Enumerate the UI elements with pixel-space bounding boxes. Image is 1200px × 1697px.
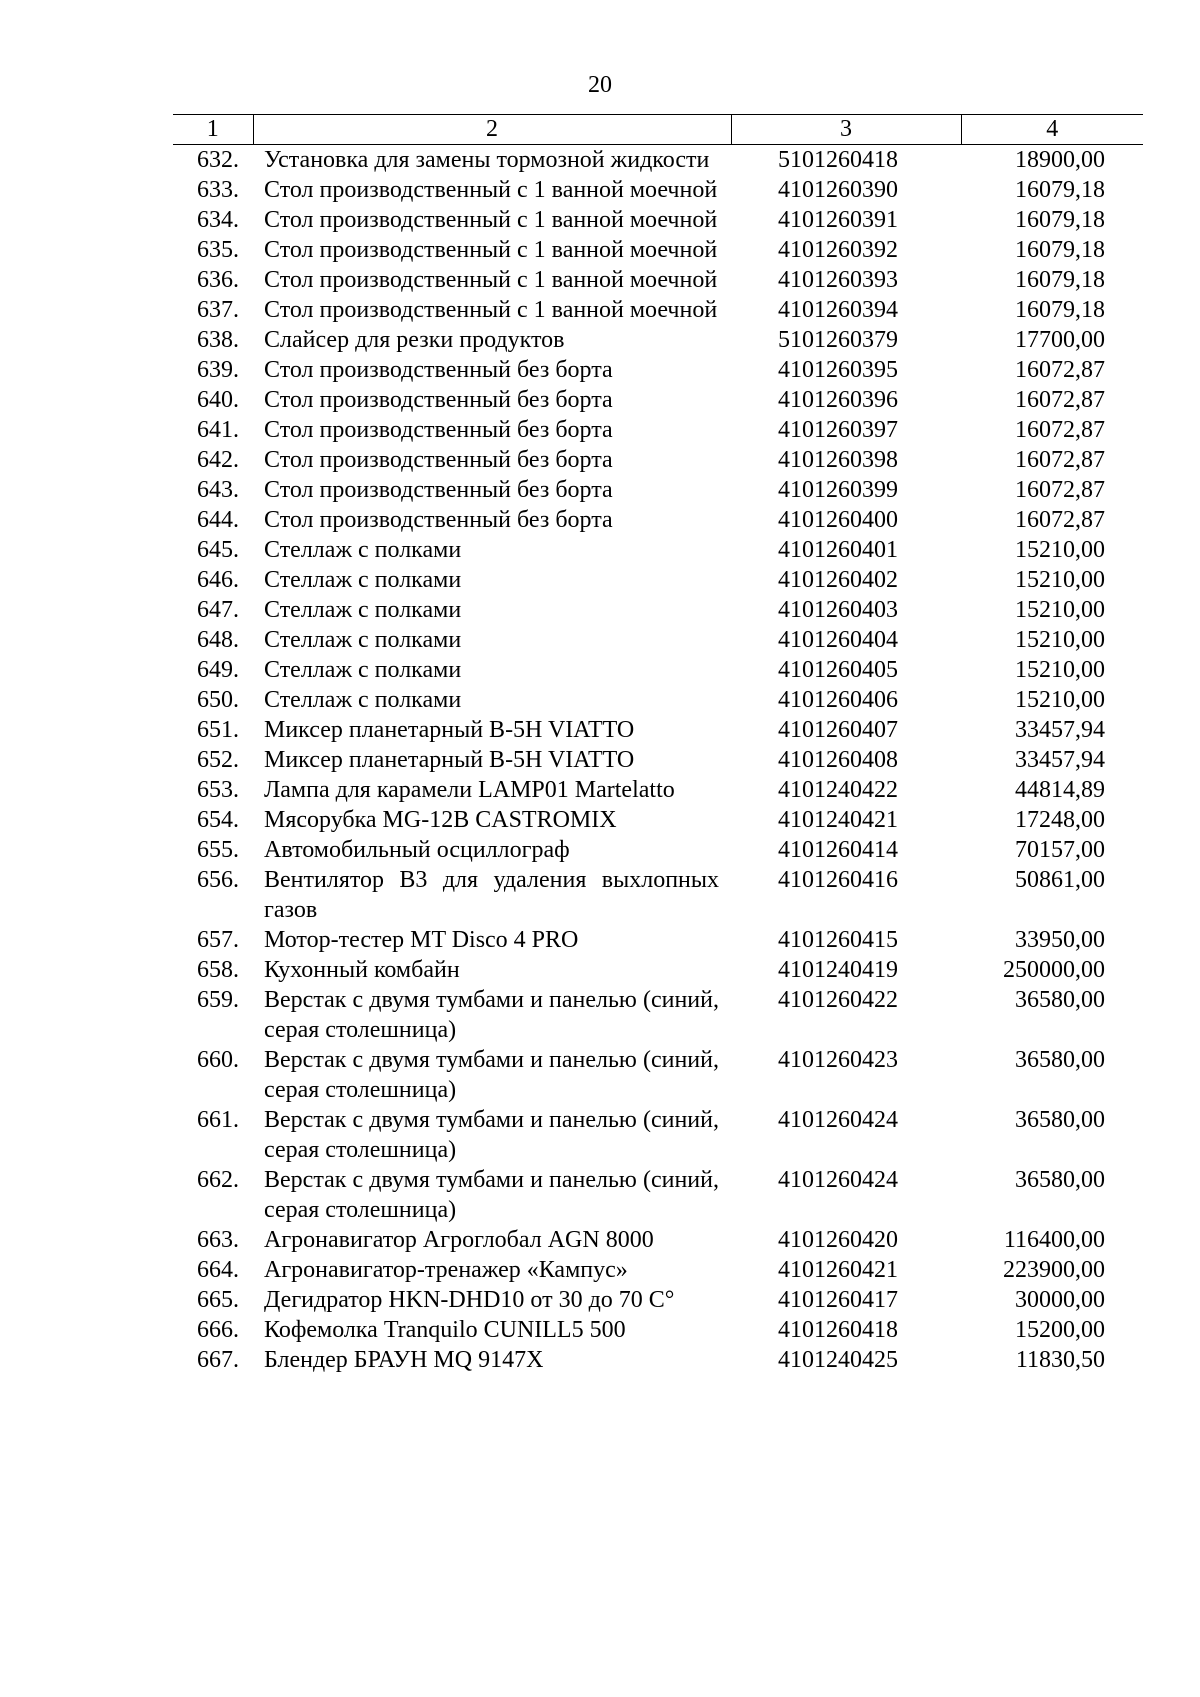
item-price: 33457,94 (1015, 747, 1105, 773)
item-name: Миксер планетарный B-5H VIATTO (264, 717, 635, 743)
inventory-code: 4101240425 (778, 1347, 898, 1373)
row-number: 664. (197, 1257, 239, 1283)
table-row (173, 1105, 1143, 1165)
inventory-code: 4101260403 (778, 597, 898, 623)
item-name: Лампа для карамели LAMP01 Martelatto (264, 777, 675, 803)
table-row (173, 535, 1143, 565)
row-number: 652. (197, 747, 239, 773)
item-price: 15210,00 (1015, 597, 1105, 623)
inventory-code: 4101260406 (778, 687, 898, 713)
row-number: 667. (197, 1347, 239, 1373)
inventory-table-container (173, 114, 1143, 1375)
item-name: Стеллаж с полками (264, 657, 462, 683)
item-price: 223900,00 (1003, 1257, 1105, 1283)
inventory-code: 4101260405 (778, 657, 898, 683)
item-price: 36580,00 (1015, 987, 1105, 1013)
inventory-code: 4101240421 (778, 807, 898, 833)
item-name: Автомобильный осциллограф (264, 837, 570, 863)
inventory-code: 4101260392 (778, 237, 898, 263)
item-price: 36580,00 (1015, 1107, 1105, 1133)
row-number: 651. (197, 717, 239, 743)
inventory-code: 4101260424 (778, 1107, 898, 1133)
item-name: Кухонный комбайн (264, 957, 460, 983)
item-price: 116400,00 (1003, 1227, 1105, 1253)
item-price: 16079,18 (1015, 297, 1105, 323)
inventory-code: 4101260421 (778, 1257, 898, 1283)
item-price: 16079,18 (1015, 237, 1105, 263)
item-name: Стол производственный с 1 ванной моечной (264, 297, 718, 323)
item-price: 15210,00 (1015, 657, 1105, 683)
inventory-code: 4101260415 (778, 927, 898, 953)
inventory-code: 4101260391 (778, 207, 898, 233)
item-name: Верстак с двумя тумбами и панелью (синий, серая столешница) (264, 987, 719, 1043)
inventory-code: 4101260400 (778, 507, 898, 533)
row-number: 660. (197, 1047, 239, 1073)
row-number: 655. (197, 837, 239, 863)
item-price: 16072,87 (1015, 357, 1105, 383)
table-row (173, 1165, 1143, 1225)
table-row (173, 655, 1143, 685)
table-row (173, 265, 1143, 295)
item-price: 18900,00 (1015, 147, 1105, 173)
item-name: Стол производственный без борта (264, 507, 613, 533)
table-row (173, 445, 1143, 475)
item-name: Стеллаж с полками (264, 567, 462, 593)
row-number: 653. (197, 777, 239, 803)
header-col-name: 2 (253, 115, 731, 145)
item-price: 44814,89 (1015, 777, 1105, 803)
table-row (173, 685, 1143, 715)
row-number: 663. (197, 1227, 239, 1253)
row-number: 637. (197, 297, 239, 323)
item-price: 250000,00 (1003, 957, 1105, 983)
item-price: 11830,50 (1015, 1347, 1105, 1373)
row-number: 635. (197, 237, 239, 263)
table-row (173, 145, 1143, 176)
table-row (173, 1345, 1143, 1375)
item-price: 15210,00 (1015, 627, 1105, 653)
item-price: 50861,00 (1015, 867, 1105, 893)
item-name: Стол производственный без борта (264, 417, 613, 443)
table-row (173, 985, 1143, 1045)
table-row (173, 1255, 1143, 1285)
inventory-code: 4101260407 (778, 717, 898, 743)
row-number: 633. (197, 177, 239, 203)
item-price: 30000,00 (1015, 1287, 1105, 1313)
row-number: 662. (197, 1167, 239, 1193)
table-row (173, 325, 1143, 355)
inventory-code: 4101260408 (778, 747, 898, 773)
table-row (173, 505, 1143, 535)
inventory-code: 4101260404 (778, 627, 898, 653)
row-number: 648. (197, 627, 239, 653)
item-price: 16072,87 (1015, 507, 1105, 533)
inventory-code: 4101260396 (778, 387, 898, 413)
inventory-table (173, 114, 1143, 1375)
item-name: Стол производственный без борта (264, 447, 613, 473)
inventory-code: 4101260414 (778, 837, 898, 863)
inventory-code: 4101260393 (778, 267, 898, 293)
row-number: 634. (197, 207, 239, 233)
table-header (173, 115, 1143, 145)
row-number: 644. (197, 507, 239, 533)
inventory-code: 4101240419 (778, 957, 898, 983)
item-price: 15200,00 (1015, 1317, 1105, 1343)
table-row (173, 625, 1143, 655)
inventory-code: 5101260379 (778, 327, 898, 353)
table-row (173, 385, 1143, 415)
table-row (173, 1045, 1143, 1105)
inventory-code: 4101260424 (778, 1167, 898, 1193)
item-price: 16072,87 (1015, 447, 1105, 473)
row-number: 657. (197, 927, 239, 953)
table-row (173, 775, 1143, 805)
row-number: 649. (197, 657, 239, 683)
row-number: 665. (197, 1287, 239, 1313)
table-row (173, 415, 1143, 445)
item-price: 16079,18 (1015, 207, 1105, 233)
header-col-price: 4 (961, 115, 1143, 145)
inventory-code: 4101260423 (778, 1047, 898, 1073)
table-row (173, 715, 1143, 745)
table-row (173, 475, 1143, 505)
row-number: 636. (197, 267, 239, 293)
item-name: Стол производственный без борта (264, 387, 613, 413)
inventory-code: 4101260395 (778, 357, 898, 383)
table-row (173, 1285, 1143, 1315)
inventory-code: 4101240422 (778, 777, 898, 803)
row-number: 656. (197, 867, 239, 893)
item-name: Стол производственный с 1 ванной моечной (264, 207, 718, 233)
inventory-code: 4101260398 (778, 447, 898, 473)
inventory-code: 4101260417 (778, 1287, 898, 1313)
table-row (173, 295, 1143, 325)
item-name: Верстак с двумя тумбами и панелью (синий, серая столешница) (264, 1167, 719, 1223)
item-price: 16072,87 (1015, 477, 1105, 503)
inventory-code: 4101260390 (778, 177, 898, 203)
row-number: 654. (197, 807, 239, 833)
table-row (173, 805, 1143, 835)
item-price: 15210,00 (1015, 687, 1105, 713)
row-number: 666. (197, 1317, 239, 1343)
row-number: 646. (197, 567, 239, 593)
row-number: 640. (197, 387, 239, 413)
item-name: Стол производственный с 1 ванной моечной (264, 177, 718, 203)
item-price: 70157,00 (1015, 837, 1105, 863)
item-name: Установка для замены тормозной жидкости (264, 147, 710, 173)
inventory-code: 4101260402 (778, 567, 898, 593)
item-price: 33457,94 (1015, 717, 1105, 743)
table-row (173, 925, 1143, 955)
row-number: 650. (197, 687, 239, 713)
item-name: Верстак с двумя тумбами и панелью (синий, серая столешница) (264, 1107, 719, 1163)
item-price: 16072,87 (1015, 387, 1105, 413)
row-number: 643. (197, 477, 239, 503)
item-price: 33950,00 (1015, 927, 1105, 953)
item-name: Стеллаж с полками (264, 537, 462, 563)
table-row (173, 1225, 1143, 1255)
inventory-code: 4101260399 (778, 477, 898, 503)
item-price: 15210,00 (1015, 537, 1105, 563)
item-price: 15210,00 (1015, 567, 1105, 593)
inventory-code: 5101260418 (778, 147, 898, 173)
row-number: 639. (197, 357, 239, 383)
inventory-code: 4101260416 (778, 867, 898, 893)
item-name: Дегидратор HKN-DHD10 от 30 до 70 С° (264, 1287, 675, 1313)
table-row (173, 865, 1143, 925)
header-row (173, 115, 1143, 145)
item-price: 16072,87 (1015, 417, 1105, 443)
item-name: Агронавигатор-тренажер «Кампус» (264, 1257, 628, 1283)
row-number: 647. (197, 597, 239, 623)
page-number: 20 (588, 72, 612, 98)
item-name: Вентилятор В3 для удаления выхлопных газов (264, 867, 719, 923)
row-number: 661. (197, 1107, 239, 1133)
table-row (173, 205, 1143, 235)
inventory-code: 4101260394 (778, 297, 898, 323)
inventory-code: 4101260418 (778, 1317, 898, 1343)
item-name: Кофемолка Tranquilo CUNILL5 500 (264, 1317, 626, 1343)
item-name: Стеллаж с полками (264, 627, 462, 653)
item-name: Мотор-тестер MT Disco 4 PRO (264, 927, 579, 953)
row-number: 642. (197, 447, 239, 473)
row-number: 641. (197, 417, 239, 443)
item-price: 36580,00 (1015, 1167, 1105, 1193)
item-price: 16079,18 (1015, 177, 1105, 203)
item-name: Агронавигатор Агроглобал AGN 8000 (264, 1227, 654, 1253)
table-row (173, 1315, 1143, 1345)
table-row (173, 595, 1143, 625)
row-number: 659. (197, 987, 239, 1013)
inventory-code: 4101260422 (778, 987, 898, 1013)
item-name: Мясорубка MG-12B CASTROMIX (264, 807, 617, 833)
item-name: Стол производственный без борта (264, 357, 613, 383)
item-price: 17248,00 (1015, 807, 1105, 833)
inventory-code: 4101260401 (778, 537, 898, 563)
table-row (173, 235, 1143, 265)
item-name: Стол производственный без борта (264, 477, 613, 503)
item-price: 17700,00 (1015, 327, 1105, 353)
item-name: Верстак с двумя тумбами и панелью (синий, серая столешница) (264, 1047, 719, 1103)
item-price: 16079,18 (1015, 267, 1105, 293)
table-row (173, 835, 1143, 865)
item-name: Миксер планетарный B-5H VIATTO (264, 747, 635, 773)
item-price: 36580,00 (1015, 1047, 1105, 1073)
item-name: Стол производственный с 1 ванной моечной (264, 237, 718, 263)
table-row (173, 565, 1143, 595)
inventory-code: 4101260397 (778, 417, 898, 443)
header-col-code: 3 (731, 115, 961, 145)
table-row (173, 745, 1143, 775)
item-name: Стеллаж с полками (264, 687, 462, 713)
inventory-code: 4101260420 (778, 1227, 898, 1253)
item-name: Стол производственный с 1 ванной моечной (264, 267, 718, 293)
item-name: Слайсер для резки продуктов (264, 327, 565, 353)
item-name: Стеллаж с полками (264, 597, 462, 623)
table-body (173, 145, 1143, 1376)
row-number: 632. (197, 147, 239, 173)
header-col-number: 1 (173, 115, 253, 145)
item-name: Блендер БРАУН MQ 9147X (264, 1347, 544, 1373)
table-row (173, 355, 1143, 385)
table-row (173, 955, 1143, 985)
row-number: 658. (197, 957, 239, 983)
table-row (173, 175, 1143, 205)
row-number: 645. (197, 537, 239, 563)
row-number: 638. (197, 327, 239, 353)
